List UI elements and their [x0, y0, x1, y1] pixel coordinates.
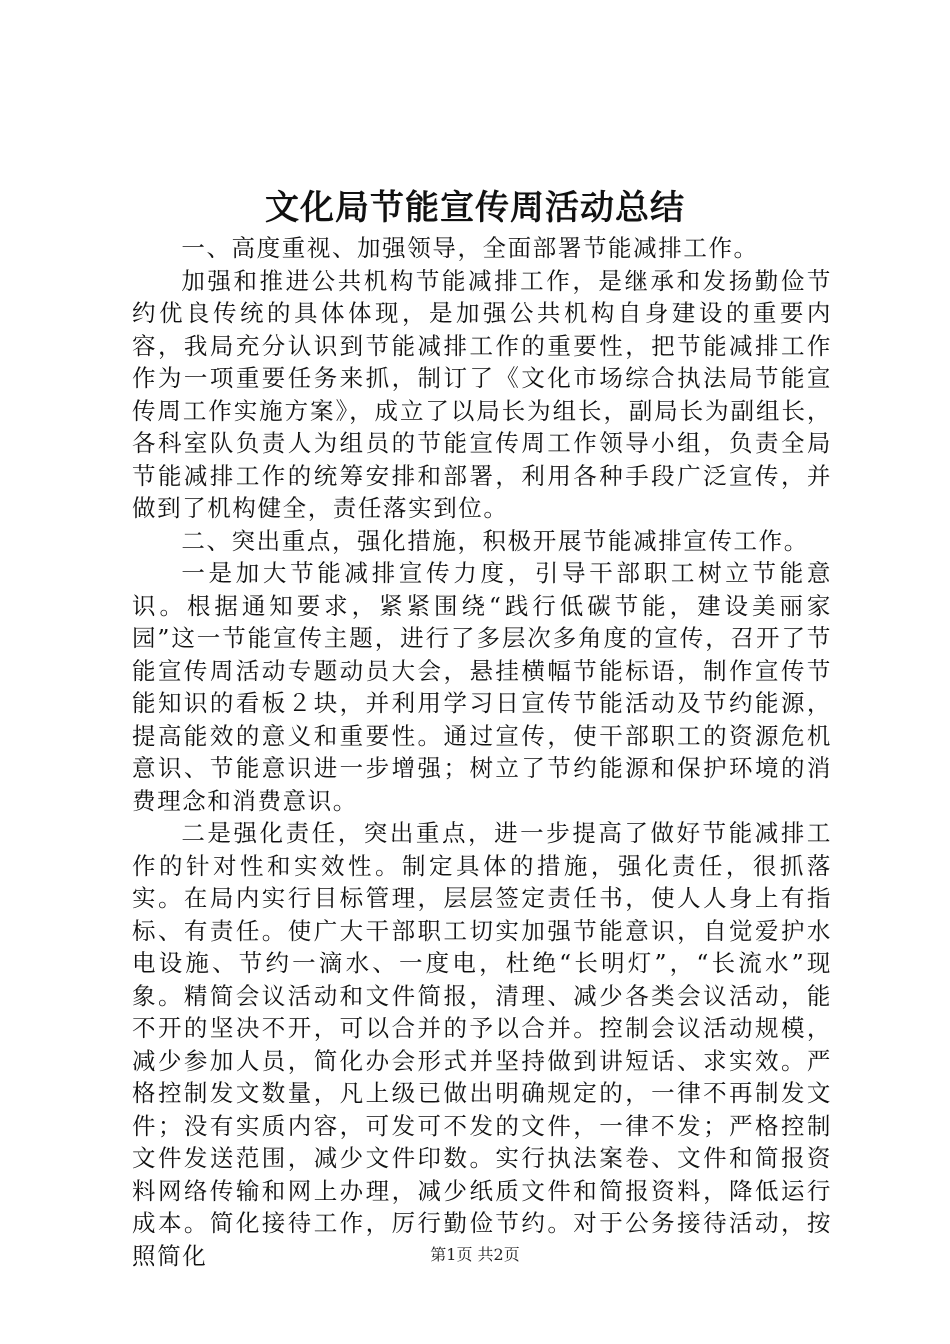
section-heading-1: 一、高度重视、加强领导，全面部署节能减排工作。 — [181, 234, 759, 262]
document-body — [132, 232, 832, 1272]
paragraph: 一是加大节能减排宣传力度，引导干部职工树立节能意识。根据通知要求，紧紧围绕“践行低碳节能，建设美丽家园”这一节能宣传主题，进行了多层次多角度的宣传，召开了节能宣传周活动专题动员大会，悬挂横幅节能标语，制作宣传节能知识的看板２块，并利用学习日宣传节能活动及节约能源，提高能效的意义和重要性。通过宣传，使干部职工的资源危机意识、节能意识进一步增强；树立了节约能源和保护环境的消费理念和消费意识。 — [132, 559, 832, 815]
page-number-footer: 第1页 共2页 — [430, 1245, 520, 1264]
document-title: 文化局节能宣传周活动总结 — [265, 188, 685, 228]
paragraph: 加强和推进公共机构节能减排工作，是继承和发扬勤俭节约优良传统的具体体现，是加强公共机构自身建设的重要内容，我局充分认识到节能减排工作的重要性，把节能减排工作作为一项重要任务来抓，制订了《文化市场综合执法局节能宣传周工作实施方案》，成立了以局长为组长，副局长为副组长，各科室队负责人为组员的节能宣传周工作领导小组，负责全局节能减排工作的统筹安排和部署，利用各种手段广泛宣传，并做到了机构健全，责任落实到位。 — [132, 266, 832, 522]
paragraph: 二是强化责任，突出重点，进一步提高了做好节能减排工作的针对性和实效性。制定具体的措施，强化责任，很抓落实。在局内实行目标管理，层层签定责任书，使人人身上有指标、有责任。使广大干部职工切实加强节能意识，自觉爱护水电设施、节约一滴水、一度电，杜绝“长明灯”，“长流水”现象。精简会议活动和文件简报，清理、减少各类会议活动，能不开的坚决不开，可以合并的予以合并。控制会议活动规模，减少参加人员，简化办会形式并坚持做到讲短话、求实效。严格控制发文数量，凡上级已做出明确规定的，一律不再制发文件；没有实质内容，可发可不发的文件，一律不发；严格控制文件发送范围，减少文件印数。实行执法案卷、文件和简报资料网络传输和网上办理，减少纸质文件和简报资料，降低运行成本。简化接待工作，厉行勤俭节约。对于公务接待活动，按照简化 — [132, 819, 832, 1270]
section-heading-2: 二、突出重点，强化措施，积极开展节能减排宣传工作。 — [181, 526, 809, 555]
